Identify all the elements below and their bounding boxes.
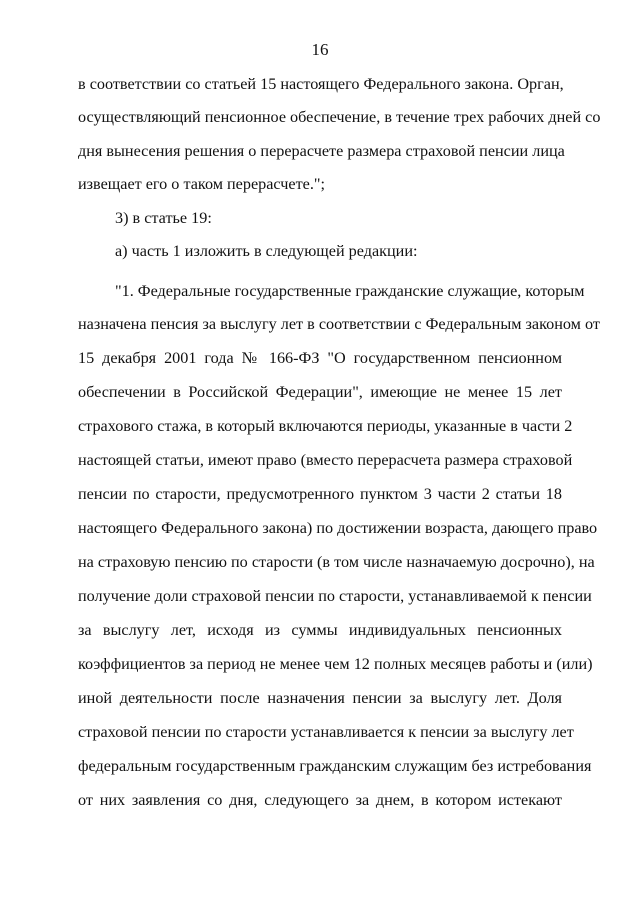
text-line: страховой пенсии по старости устанавливается к пенсии за выслугу лет <box>78 723 574 741</box>
text-line: коэффициентов за период не менее чем 12 полных месяцев работы и (или) <box>78 655 593 673</box>
text-line: от них заявления со дня, следующего за днем, в котором истекают <box>78 791 562 809</box>
text-line: а) часть 1 изложить в следующей редакции: <box>115 242 418 260</box>
text-line: 3) в статье 19: <box>115 209 212 227</box>
page-number: 16 <box>311 40 329 59</box>
text-line: иной деятельности после назначения пенсии за выслугу лет. Доля <box>78 689 562 707</box>
text-line: на страховую пенсию по старости (в том числе назначаемую досрочно), на <box>78 553 595 571</box>
text-line: назначена пенсия за выслугу лет в соответствии с Федеральным законом от <box>78 315 600 333</box>
text-line: извещает его о таком перерасчете."; <box>78 175 326 193</box>
text-line: настоящей статьи, имеют право (вместо перерасчета размера страховой <box>78 451 573 469</box>
text-line: настоящего Федерального закона) по достижении возраста, дающего право <box>78 519 598 537</box>
text-line: осуществляющий пенсионное обеспечение, в течение трех рабочих дней со <box>78 108 601 126</box>
text-line: федеральным государственным гражданским служащим без истребования <box>78 757 592 775</box>
text-line: пенсии по старости, предусмотренного пунктом 3 части 2 статьи 18 <box>78 485 562 503</box>
text-line: за выслугу лет, исходя из суммы индивидуальных пенсионных <box>78 621 562 639</box>
text-line: получение доли страховой пенсии по старости, устанавливаемой к пенсии <box>78 587 592 605</box>
text-line: 15 декабря 2001 года № 166-ФЗ "О государственном пенсионном <box>78 349 562 367</box>
text-line: в соответствии со статьей 15 настоящего Федерального закона. Орган, <box>78 75 564 93</box>
text-line: страхового стажа, в который включаются периоды, указанные в части 2 <box>78 417 573 435</box>
text-line: "1. Федеральные государственные гражданские служащие, которым <box>115 282 585 300</box>
text-line: дня вынесения решения о перерасчете размера страховой пенсии лица <box>78 142 565 160</box>
text-line: обеспечении в Российской Федерации", имеющие не менее 15 лет <box>78 383 562 401</box>
